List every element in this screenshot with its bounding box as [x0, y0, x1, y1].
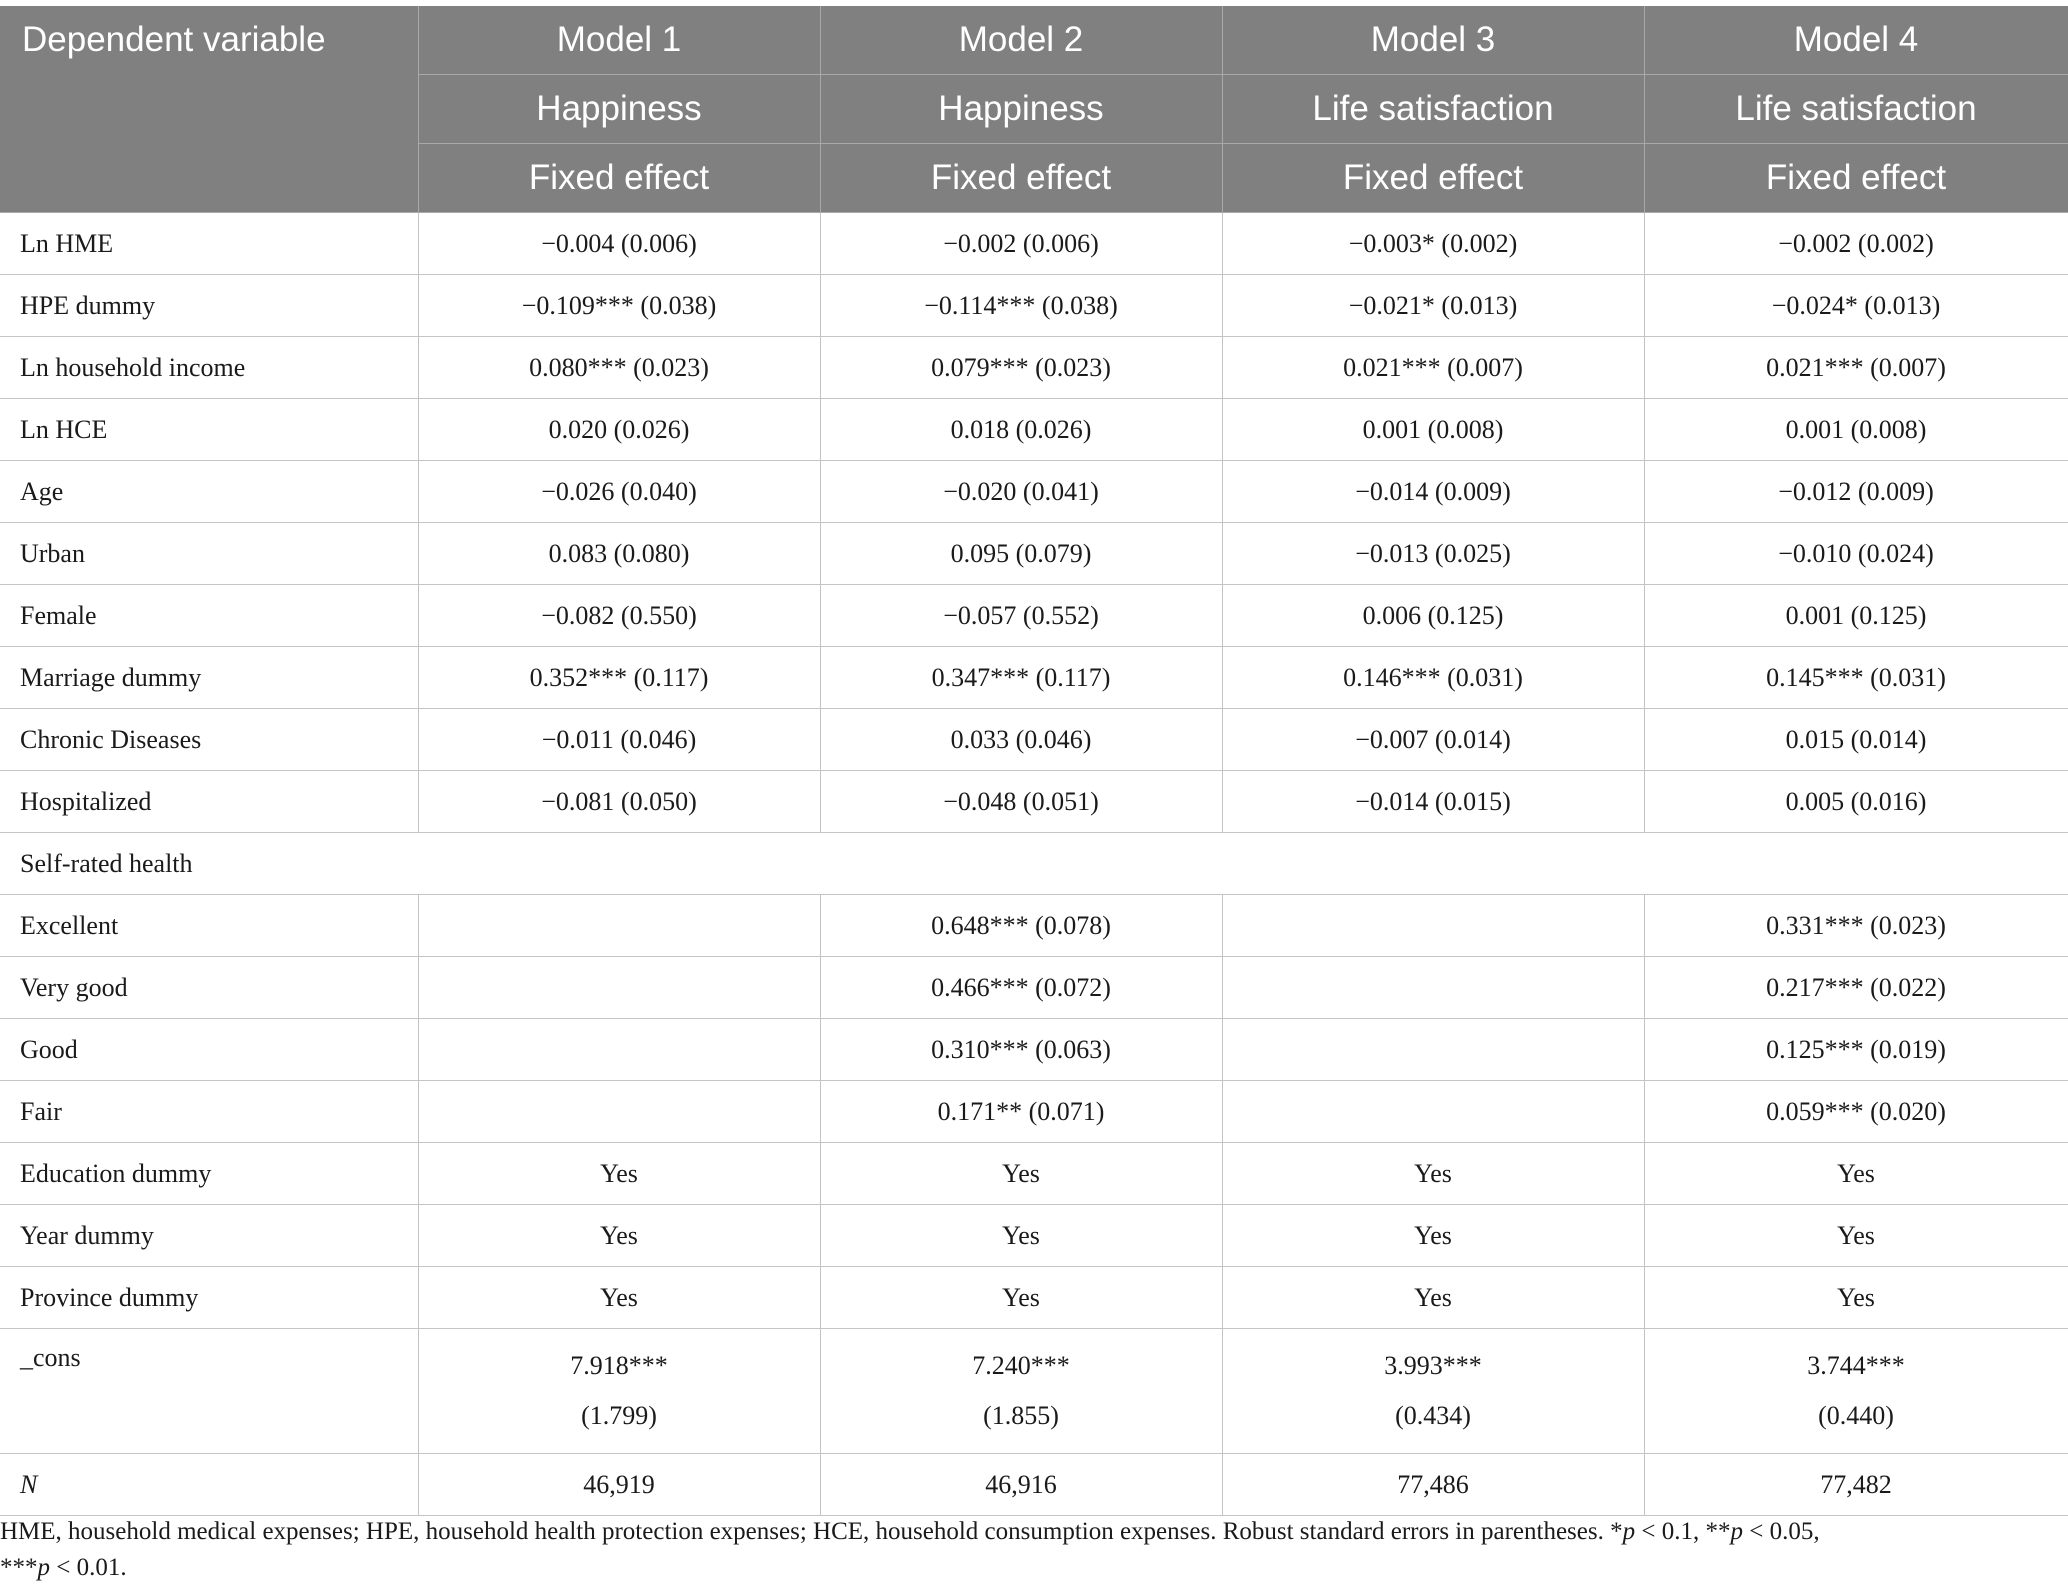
row-label: Chronic Diseases — [0, 709, 418, 771]
table-row — [0, 1019, 2068, 1081]
table-cell: −0.109*** (0.038) — [418, 275, 820, 337]
row-label: Age — [0, 461, 418, 523]
table-row — [0, 1267, 2068, 1329]
model-3-dependent: Life satisfaction — [1222, 75, 1644, 144]
table-cell: 0.171** (0.071) — [820, 1081, 1222, 1143]
row-label: Good — [0, 1019, 418, 1081]
row-label: Province dummy — [0, 1267, 418, 1329]
table-cell: −0.011 (0.046) — [418, 709, 820, 771]
table-cell: Yes — [820, 1205, 1222, 1267]
table-cell: 0.059*** (0.020) — [1644, 1081, 2068, 1143]
table-cell: −0.082 (0.550) — [418, 585, 820, 647]
sig-threshold-3: < 0.01. — [50, 1554, 127, 1581]
table-cell: Yes — [1222, 1143, 1644, 1205]
section-label-self-rated-health: Self-rated health — [0, 833, 2068, 895]
table-row — [0, 585, 2068, 647]
coefficient: 7.918*** — [570, 1351, 668, 1380]
table-cell: −0.020 (0.041) — [820, 461, 1222, 523]
table-cell: Yes — [1644, 1205, 2068, 1267]
table-cell — [418, 957, 820, 1019]
table-cell: 0.001 (0.008) — [1222, 399, 1644, 461]
table-footnote — [0, 1514, 2060, 1586]
table-cell: 0.080*** (0.023) — [418, 337, 820, 399]
table-cell: Yes — [418, 1205, 820, 1267]
table-cell: −0.026 (0.040) — [418, 461, 820, 523]
table-cell: 0.006 (0.125) — [1222, 585, 1644, 647]
coefficient: 3.993*** — [1384, 1351, 1482, 1380]
table-cell — [1222, 957, 1644, 1019]
table-row — [0, 957, 2068, 1019]
dependent-variable-header: Dependent variable — [0, 6, 418, 213]
table-cell: −0.081 (0.050) — [418, 771, 820, 833]
table-cell: 0.310*** (0.063) — [820, 1019, 1222, 1081]
table-cell: 46,916 — [820, 1454, 1222, 1516]
table-cell — [418, 1081, 820, 1143]
table-cell: 77,482 — [1644, 1454, 2068, 1516]
p-symbol: p — [1730, 1518, 1743, 1545]
coefficient: 7.240*** — [972, 1351, 1070, 1380]
section-row — [0, 833, 2068, 895]
table-cell: Yes — [418, 1267, 820, 1329]
table-cell: 0.095 (0.079) — [820, 523, 1222, 585]
row-label: Ln HME — [0, 213, 418, 275]
table-cell: 0.352*** (0.117) — [418, 647, 820, 709]
row-label: Very good — [0, 957, 418, 1019]
table-cell: 0.347*** (0.117) — [820, 647, 1222, 709]
model-1-dependent: Happiness — [418, 75, 820, 144]
table-cell — [418, 1329, 820, 1454]
model-3-method: Fixed effect — [1222, 144, 1644, 213]
table-cell: 0.331*** (0.023) — [1644, 895, 2068, 957]
table-cell: −0.012 (0.009) — [1644, 461, 2068, 523]
standard-error: (0.434) — [1395, 1401, 1471, 1430]
table-row — [0, 1205, 2068, 1267]
table-cell — [418, 1019, 820, 1081]
table-cell: 0.145*** (0.031) — [1644, 647, 2068, 709]
table-row — [0, 709, 2068, 771]
table-cell: −0.010 (0.024) — [1644, 523, 2068, 585]
table-cell: −0.021* (0.013) — [1222, 275, 1644, 337]
table-cell: 0.083 (0.080) — [418, 523, 820, 585]
table-cell: 0.648*** (0.078) — [820, 895, 1222, 957]
table-cell: Yes — [820, 1143, 1222, 1205]
sig-threshold-2: < 0.05, — [1742, 1518, 1820, 1545]
row-label: HPE dummy — [0, 275, 418, 337]
table-cell: 0.033 (0.046) — [820, 709, 1222, 771]
table-cell — [1222, 895, 1644, 957]
table-cell: −0.014 (0.015) — [1222, 771, 1644, 833]
table-row — [0, 1081, 2068, 1143]
table-cell: 0.146*** (0.031) — [1222, 647, 1644, 709]
table-cell: 0.466*** (0.072) — [820, 957, 1222, 1019]
table-cell: 0.018 (0.026) — [820, 399, 1222, 461]
model-2-name: Model 2 — [820, 6, 1222, 75]
table-row — [0, 1143, 2068, 1205]
sig-stars-3: *** — [0, 1554, 38, 1581]
row-label: Excellent — [0, 895, 418, 957]
table-row-constant — [0, 1329, 2068, 1454]
model-2-dependent: Happiness — [820, 75, 1222, 144]
table-cell — [1222, 1019, 1644, 1081]
standard-error: (0.440) — [1818, 1401, 1894, 1430]
standard-error: (1.799) — [581, 1401, 657, 1430]
regression-table — [0, 6, 2068, 1516]
table-cell: 77,486 — [1222, 1454, 1644, 1516]
model-4-dependent: Life satisfaction — [1644, 75, 2068, 144]
table-cell — [1222, 1329, 1644, 1454]
table-row-observations — [0, 1454, 2068, 1516]
table-cell: Yes — [1222, 1205, 1644, 1267]
sig-stars-2: ** — [1705, 1518, 1731, 1545]
table-row — [0, 461, 2068, 523]
table-row — [0, 771, 2068, 833]
table-cell: −0.002 (0.006) — [820, 213, 1222, 275]
table-cell: 0.001 (0.008) — [1644, 399, 2068, 461]
table-cell: −0.024* (0.013) — [1644, 275, 2068, 337]
table-cell: −0.057 (0.552) — [820, 585, 1222, 647]
row-label: Fair — [0, 1081, 418, 1143]
table-cell: 0.125*** (0.019) — [1644, 1019, 2068, 1081]
table-cell: 0.079*** (0.023) — [820, 337, 1222, 399]
model-1-name: Model 1 — [418, 6, 820, 75]
table-cell: 46,919 — [418, 1454, 820, 1516]
coefficient: 3.744*** — [1807, 1351, 1905, 1380]
table-cell: 0.005 (0.016) — [1644, 771, 2068, 833]
table-cell: −0.114*** (0.038) — [820, 275, 1222, 337]
table-row — [0, 647, 2068, 709]
table-cell: Yes — [1644, 1143, 2068, 1205]
table-header — [0, 6, 2068, 213]
row-label: Urban — [0, 523, 418, 585]
table-row — [0, 399, 2068, 461]
table-cell: 0.217*** (0.022) — [1644, 957, 2068, 1019]
table-row — [0, 895, 2068, 957]
table-cell — [1222, 1081, 1644, 1143]
table-cell — [820, 1329, 1222, 1454]
table-cell: 0.020 (0.026) — [418, 399, 820, 461]
row-label: Ln household income — [0, 337, 418, 399]
sig-stars-1: * — [1610, 1518, 1623, 1545]
model-1-method: Fixed effect — [418, 144, 820, 213]
sig-threshold-1: < 0.1, — [1635, 1518, 1706, 1545]
row-label: Hospitalized — [0, 771, 418, 833]
table-cell: 0.021*** (0.007) — [1222, 337, 1644, 399]
table-cell: −0.048 (0.051) — [820, 771, 1222, 833]
table-cell: 0.015 (0.014) — [1644, 709, 2068, 771]
table-cell: −0.003* (0.002) — [1222, 213, 1644, 275]
table-cell: −0.004 (0.006) — [418, 213, 820, 275]
table-cell: −0.002 (0.002) — [1644, 213, 2068, 275]
table-cell: Yes — [1222, 1267, 1644, 1329]
footnote-text: HME, household medical expenses; HPE, household health protection expenses; HCE, household consumption expenses. Robust standard errors in parentheses. — [0, 1518, 1611, 1545]
model-2-method: Fixed effect — [820, 144, 1222, 213]
table-row — [0, 213, 2068, 275]
table-row — [0, 275, 2068, 337]
standard-error: (1.855) — [983, 1401, 1059, 1430]
table-cell: Yes — [1644, 1267, 2068, 1329]
table-cell: −0.007 (0.014) — [1222, 709, 1644, 771]
row-label: N — [0, 1454, 418, 1516]
table-cell — [1644, 1329, 2068, 1454]
row-label: Year dummy — [0, 1205, 418, 1267]
row-label: Ln HCE — [0, 399, 418, 461]
row-label: Education dummy — [0, 1143, 418, 1205]
row-label: Marriage dummy — [0, 647, 418, 709]
p-symbol: p — [37, 1554, 50, 1581]
table-cell: Yes — [418, 1143, 820, 1205]
row-label: _cons — [0, 1329, 418, 1454]
p-symbol: p — [1622, 1518, 1636, 1545]
table-cell: Yes — [820, 1267, 1222, 1329]
table-row — [0, 523, 2068, 585]
table-cell: 0.001 (0.125) — [1644, 585, 2068, 647]
model-4-name: Model 4 — [1644, 6, 2068, 75]
table-cell: 0.021*** (0.007) — [1644, 337, 2068, 399]
table-cell: −0.013 (0.025) — [1222, 523, 1644, 585]
model-4-method: Fixed effect — [1644, 144, 2068, 213]
table-cell — [418, 895, 820, 957]
row-label: Female — [0, 585, 418, 647]
table-row — [0, 337, 2068, 399]
table-cell: −0.014 (0.009) — [1222, 461, 1644, 523]
table-body — [0, 213, 2068, 1516]
model-3-name: Model 3 — [1222, 6, 1644, 75]
